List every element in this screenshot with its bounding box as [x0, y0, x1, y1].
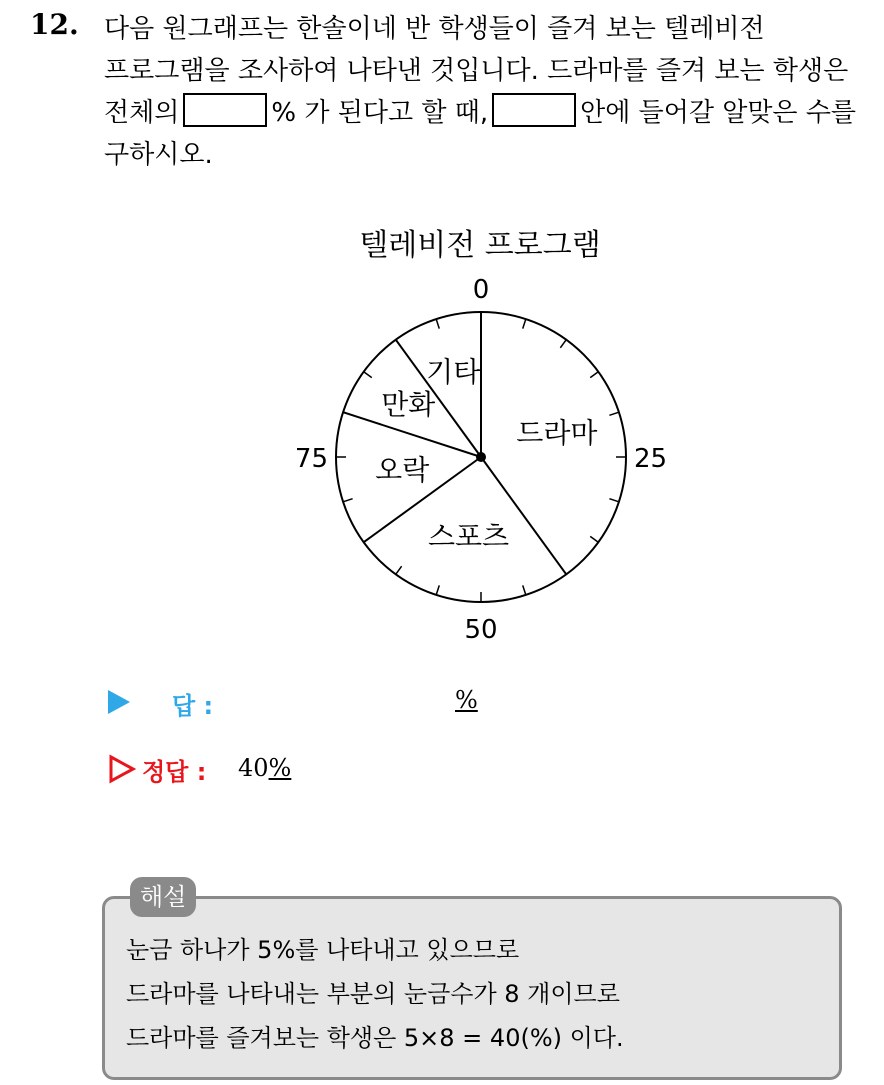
chart-title: 텔레비전 프로그램	[359, 228, 601, 263]
pie-chart-svg	[0, 220, 884, 650]
pie-slice-label: 드라마	[516, 416, 598, 450]
pie-slice-label: 기타	[426, 355, 481, 389]
explanation-text	[126, 928, 826, 1060]
answer-blank-1	[183, 93, 267, 127]
explanation-line-2: 드라마를 나타내는 부분의 눈금수가 8 개이므로	[126, 980, 620, 1008]
correct-answer-label: 정답 :	[142, 758, 207, 786]
question-line-3-suffix: 안에 들어갈 알맞은 수를	[580, 98, 857, 128]
correct-answer-unit: %	[268, 754, 292, 782]
question-line-2: 프로그램을 조사하여 나타낸 것입니다. 드라마를 즐겨 보는 학생은	[104, 56, 849, 86]
question-text	[104, 8, 864, 176]
correct-answer-number: 40	[238, 754, 269, 782]
answer-unit: %	[455, 686, 478, 714]
correct-answer-value	[238, 754, 291, 782]
pie-center-dot	[476, 452, 486, 462]
question-line-4: 구하시오.	[104, 140, 213, 170]
outline-triangle-icon	[108, 754, 136, 784]
question-line-3-mid: % 가 된다고 할 때,	[271, 98, 489, 128]
pie-slice-label: 오락	[375, 453, 430, 487]
question-number: 12.	[30, 8, 79, 41]
correct-answer-row	[108, 752, 508, 792]
answer-label: 답 :	[172, 692, 214, 720]
explanation-tab: 해설	[130, 877, 196, 917]
play-triangle-icon	[108, 690, 130, 714]
pie-slice-label: 스포츠	[427, 519, 510, 553]
answer-blank-2	[492, 93, 576, 127]
pie-chart	[0, 220, 884, 650]
pie-scale-label: 75	[294, 444, 328, 474]
pie-scale-label: 0	[472, 275, 490, 305]
question-line-3	[104, 92, 864, 134]
explanation-line-3: 드라마를 즐겨보는 학생은 5×8 = 40(%) 이다.	[126, 1024, 624, 1052]
question-line-1: 다음 원그래프는 한솔이네 반 학생들이 즐겨 보는 텔레비전	[104, 14, 765, 44]
question-line-3-prefix: 전체의	[104, 98, 180, 128]
pie-scale-label: 50	[464, 615, 498, 645]
pie-slice-label: 만화	[381, 388, 436, 422]
explanation-line-1: 눈금 하나가 5%를 나타내고 있으므로	[126, 936, 520, 964]
pie-scale-label: 25	[634, 444, 668, 474]
